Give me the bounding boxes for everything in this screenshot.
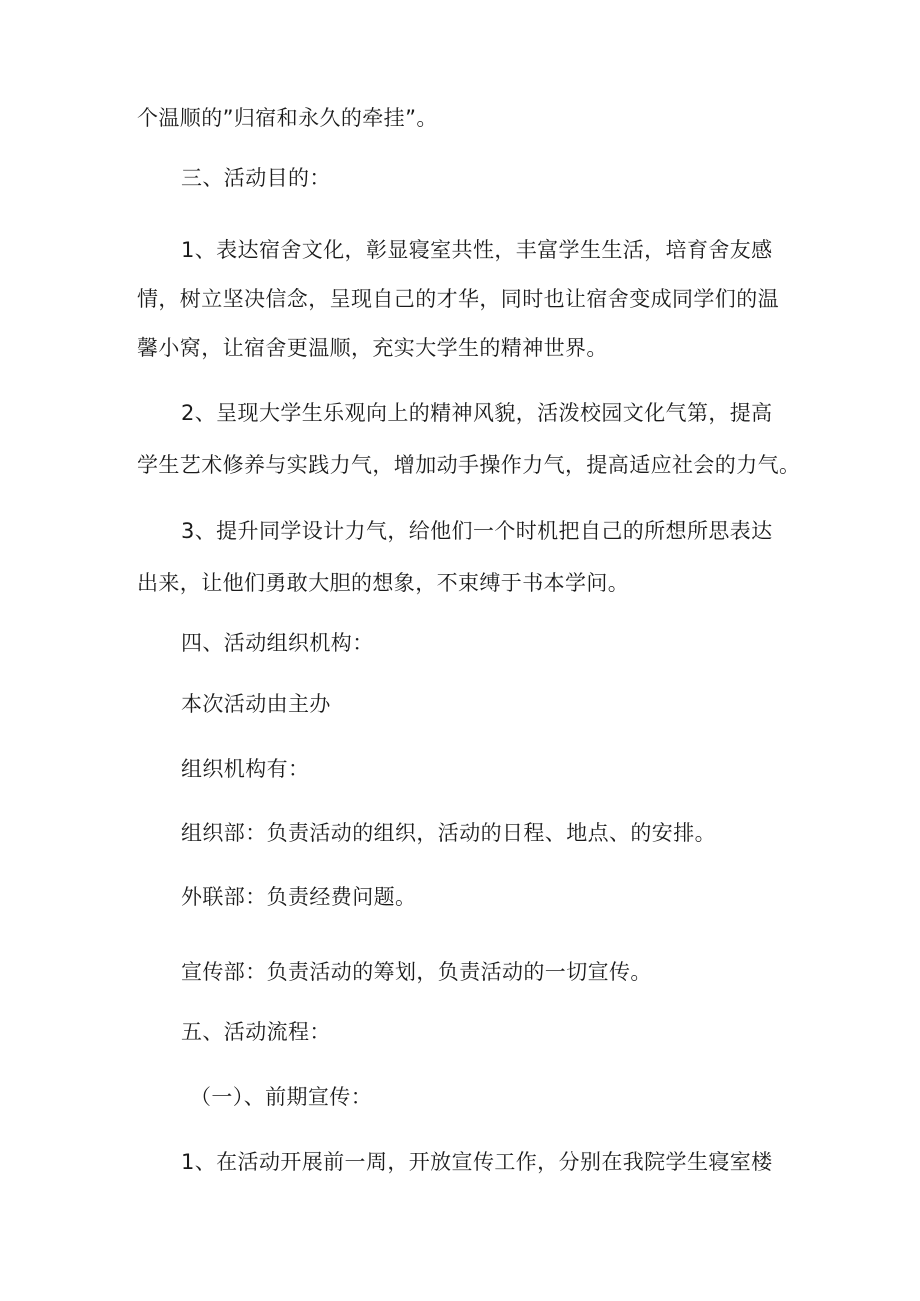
section-heading-organization: 四、活动组织机构： [181, 631, 374, 655]
purpose-item-2-line-1: 2、呈现大学生乐观向上的精神风貌，活泼校园文化气第，提高 [181, 401, 773, 425]
paragraph-continuation-line: 个温顺的”归宿和永久的牵挂”。 [137, 106, 438, 130]
purpose-item-3-line-1: 3、提升同学设计力气，给他们一个时机把自己的所想所思表达 [181, 519, 773, 543]
purpose-item-1-line-2: 情，树立坚决信念，呈现自己的才华，同时也让宿舍变成同学们的温 [137, 287, 779, 311]
process-item-1-line-1: 1、在活动开展前一周，开放宣传工作，分别在我院学生寝室楼 [181, 1150, 773, 1174]
liaison-dept-line: 外联部：负责经费问题。 [181, 885, 417, 909]
subsection-heading-publicity: （一）、前期宣传： [190, 1085, 373, 1109]
purpose-item-3-line-2: 出来，让他们勇敢大胆的想象，不束缚于书本学问。 [137, 571, 630, 595]
purpose-item-1-line-1: 1、表达宿舍文化，彰显寝室共性，丰富学生生活，培育舍友感 [181, 238, 773, 262]
organization-host-line: 本次活动由主办 [181, 692, 331, 716]
organization-bodies-line: 组织机构有： [181, 757, 310, 781]
purpose-item-2-line-2: 学生艺术修养与实践力气，增加动手操作力气，提高适应社会的力气。 [137, 453, 801, 477]
section-heading-purpose: 三、活动目的： [181, 166, 331, 190]
publicity-dept-line: 宣传部：负责活动的筹划，负责活动的一切宣传。 [181, 960, 652, 984]
purpose-item-1-line-3: 馨小窝，让宿舍更温顺，充实大学生的精神世界。 [137, 336, 608, 360]
organization-dept-line: 组织部：负责活动的组织，活动的日程、地点、的安排。 [181, 821, 716, 845]
section-heading-process: 五、活动流程： [181, 1020, 331, 1044]
